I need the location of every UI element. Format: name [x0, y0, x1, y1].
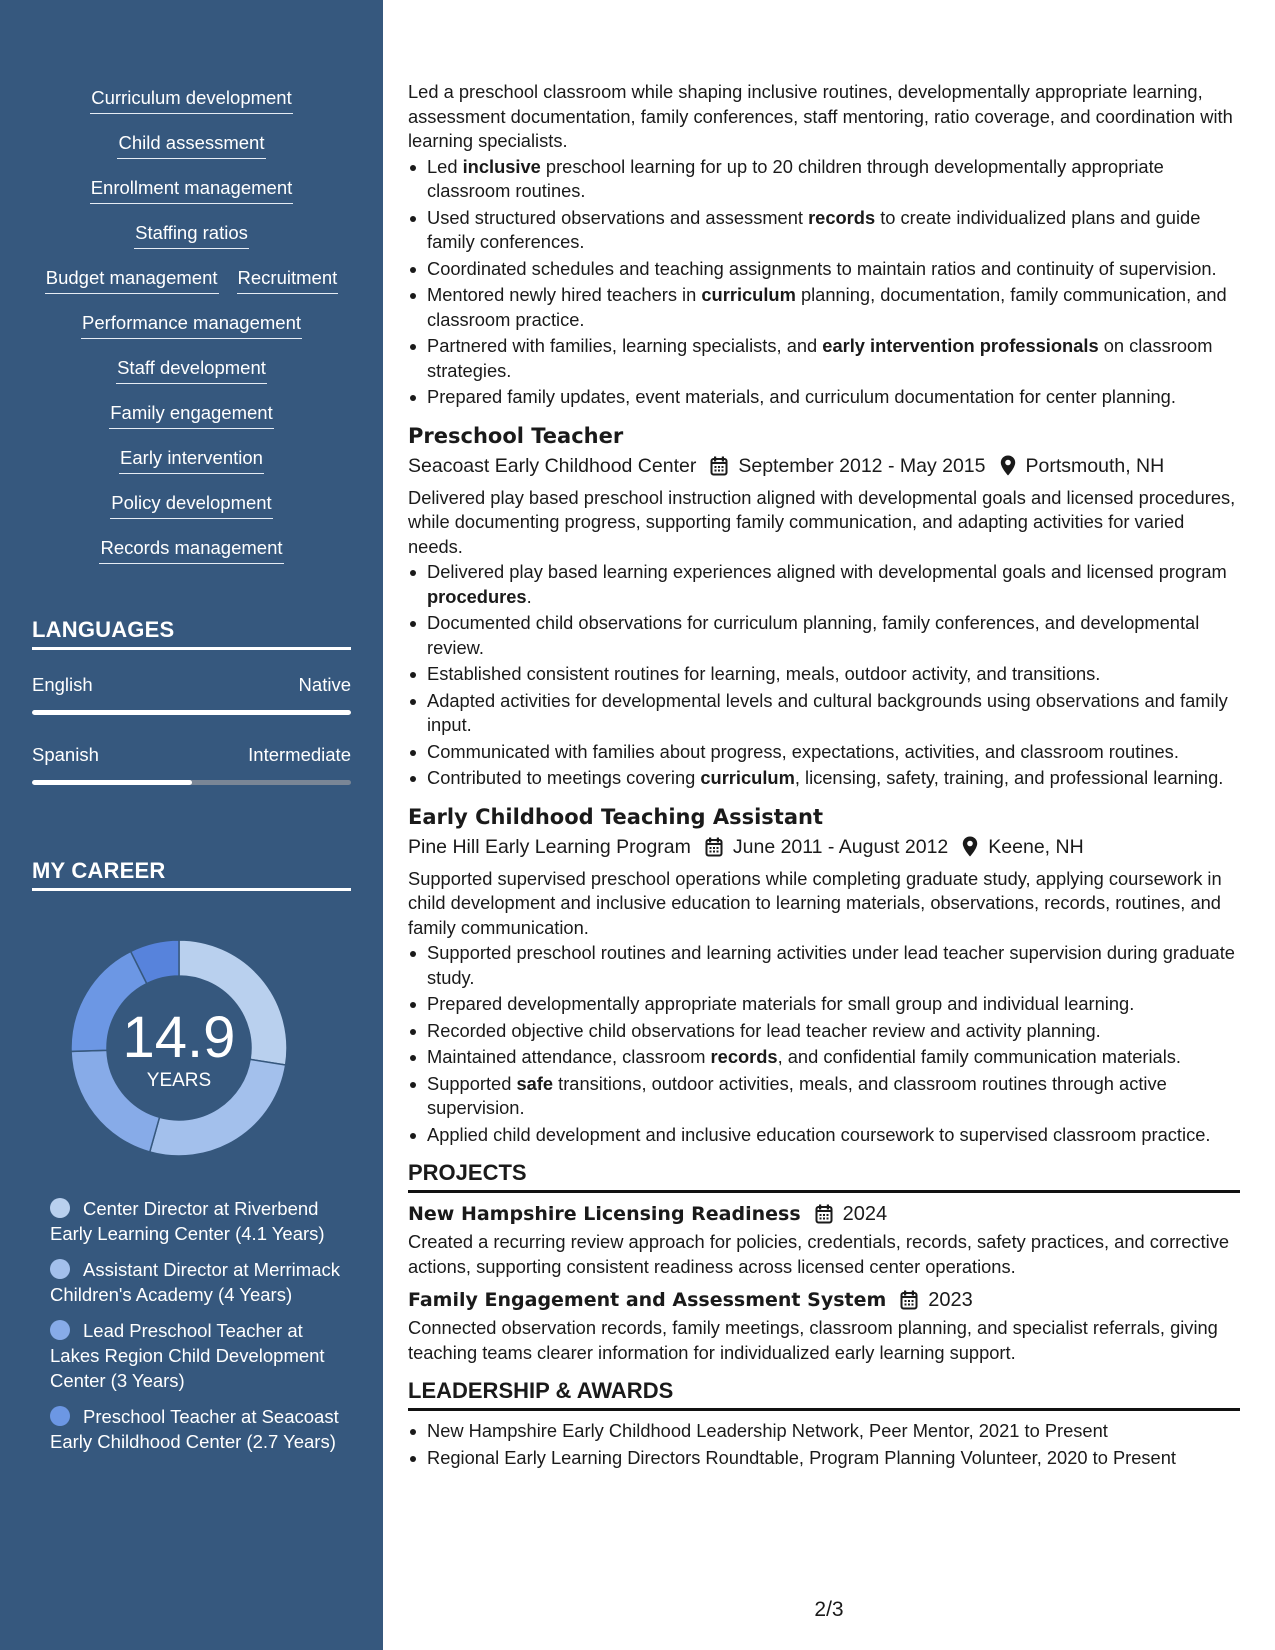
job-entry	[408, 422, 1240, 791]
language-spanish	[32, 744, 351, 785]
skill-row	[0, 176, 383, 221]
bullet-keyword: early intervention professionals	[822, 335, 1099, 356]
job-bullets	[408, 941, 1240, 1147]
bullet-keyword: curriculum	[701, 284, 796, 305]
sidebar	[0, 0, 383, 1650]
bullet-keyword: curriculum	[700, 767, 795, 788]
bullet-item: Applied child development and inclusive education coursework to supervised classroom practice.	[408, 1123, 1240, 1148]
bullet-item: Regional Early Learning Directors Roundtable, Program Planning Volunteer, 2020 to Present	[408, 1446, 1240, 1471]
skill-row	[0, 536, 383, 581]
job-entry	[408, 803, 1240, 1148]
project-year: 2024	[842, 1203, 888, 1225]
skill-row	[0, 401, 383, 446]
job-title: Early Childhood Teaching Assistant	[408, 804, 823, 829]
main-content	[408, 80, 1240, 1472]
language-name: English	[32, 674, 93, 695]
project-entry	[408, 1287, 1240, 1365]
bullet-item: Prepared developmentally appropriate materials for small group and individual learning.	[408, 992, 1240, 1017]
career-total-years: 14.9	[122, 1005, 236, 1070]
bullet-item: Led inclusive preschool learning for up to 20 children through developmentally appropriate classroom routines.	[408, 155, 1240, 204]
bullet-item: Supported preschool routines and learning activities under lead teacher supervision during graduate study.	[408, 941, 1240, 990]
job-location: Portsmouth, NH	[1025, 454, 1165, 477]
calendar-icon	[815, 1204, 833, 1224]
bullet-keyword: inclusive	[462, 155, 541, 177]
bullet-item: Contributed to meetings covering curriculum, licensing, safety, training, and professional learning.	[408, 766, 1240, 791]
bullet-item: Maintained attendance, classroom records, and confidential family communication materials.	[408, 1045, 1240, 1070]
language-level-fill	[32, 710, 351, 715]
career-total-unit: YEARS	[146, 1070, 212, 1091]
job-location: Keene, NH	[988, 835, 1084, 858]
career-legend-item: Assistant Director at Merrimack Children's Academy (4 Years)	[50, 1259, 340, 1305]
project-entry	[408, 1201, 1240, 1279]
job-dates: September 2012 - May 2015	[738, 454, 986, 477]
project-year: 2023	[928, 1289, 973, 1311]
bullet-keyword: records	[808, 206, 876, 228]
job-company: Pine Hill Early Learning Program	[408, 835, 691, 858]
skill-tag: Enrollment management	[90, 176, 294, 204]
job-bullets	[408, 560, 1240, 791]
skill-tag: Staffing ratios	[134, 221, 249, 249]
job-company: Seacoast Early Childhood Center	[408, 454, 697, 477]
skill-row	[0, 311, 383, 356]
job-summary: Delivered play based preschool instruction aligned with developmental goals and licensed procedures, while documenting progress, supporting family communication, and adapting activities for varied needs.	[408, 486, 1236, 557]
language-level-bar	[32, 710, 351, 715]
bullet-item: Established consistent routines for learning, meals, outdoor activity, and transitions.	[408, 662, 1240, 687]
legend-dot-icon	[50, 1320, 70, 1340]
job-title: Preschool Teacher	[408, 423, 624, 448]
skill-tag: Policy development	[110, 491, 272, 519]
skill-tag: Curriculum development	[90, 86, 293, 114]
role-summary: Led a preschool classroom while shaping inclusive routines, developmentally appropriate learning, assessment documentation, family conferences, staff mentoring, ratio coverage, and coordination with learning specialists.	[408, 81, 1233, 151]
job-dates: June 2011 - August 2012	[732, 835, 949, 858]
language-level-bar	[32, 780, 351, 785]
project-description: Connected observation records, family meetings, classroom planning, and specialist referrals, giving teaching teams clearer information for individualized early learning support.	[408, 1317, 1218, 1363]
projects-heading: PROJECTS	[408, 1159, 1240, 1193]
bullet-keyword: records	[710, 1046, 778, 1067]
bullet-item: Adapted activities for developmental levels and cultural backgrounds using observations and family input.	[408, 689, 1240, 738]
skill-row	[0, 266, 383, 311]
skill-row	[0, 86, 383, 131]
bullet-item: Coordinated schedules and teaching assignments to maintain ratios and continuity of supervision.	[408, 257, 1240, 282]
calendar-icon	[705, 837, 723, 857]
skill-row	[0, 356, 383, 401]
language-name: Spanish	[32, 744, 99, 765]
bullet-item: Communicated with families about progress, expectations, activities, and classroom routines.	[408, 740, 1240, 765]
bullet-keyword: procedures	[427, 585, 527, 607]
skill-tag: Family engagement	[109, 401, 273, 429]
career-heading: MY CAREER	[32, 857, 351, 891]
bullet-item: Used structured observations and assessment records to create individualized plans and guide family conferences.	[408, 206, 1240, 255]
leadership-heading: LEADERSHIP & AWARDS	[408, 1377, 1240, 1411]
project-title-row	[408, 1201, 1240, 1227]
legend-dot-icon	[50, 1406, 70, 1426]
skill-row	[0, 131, 383, 176]
calendar-icon	[710, 456, 728, 476]
job-summary: Supported supervised preschool operations while completing graduate study, applying coursework in child development and inclusive education to learning materials, observations, records, routines, and family communication.	[408, 867, 1222, 938]
language-level-fill	[32, 780, 192, 785]
career-legend	[50, 1196, 350, 1465]
career-legend-item: Lead Preschool Teacher at Lakes Region Child Development Center (3 Years)	[50, 1320, 325, 1391]
role-bullets	[408, 155, 1240, 410]
legend-dot-icon	[50, 1198, 70, 1218]
language-english	[32, 674, 351, 715]
project-title: Family Engagement and Assessment System	[408, 1289, 887, 1311]
location-pin-icon	[1000, 455, 1016, 476]
skill-tag: Performance management	[81, 311, 302, 339]
job-meta	[408, 452, 1240, 480]
skill-tag: Early intervention	[119, 446, 264, 474]
bullet-item: Prepared family updates, event materials, and curriculum documentation for center planning.	[408, 385, 1240, 410]
bullet-item: Delivered play based learning experiences aligned with developmental goals and licensed program procedures.	[408, 560, 1240, 609]
bullet-item: Documented child observations for curriculum planning, family conferences, and developmental review.	[408, 611, 1240, 660]
skill-tag: Staff development	[116, 356, 267, 384]
skill-tag: Recruitment	[237, 266, 339, 294]
bullet-item: Mentored newly hired teachers in curriculum planning, documentation, family communication, and classroom practice.	[408, 283, 1240, 332]
skill-row	[0, 221, 383, 266]
bullet-item: Recorded objective child observations for lead teacher review and activity planning.	[408, 1019, 1240, 1044]
language-level: Intermediate	[248, 744, 351, 765]
project-title: New Hampshire Licensing Readiness	[408, 1203, 801, 1225]
page-number: 2/3	[814, 1598, 844, 1621]
skill-row	[0, 491, 383, 536]
career-legend-item: Center Director at Riverbend Early Learning Center (4.1 Years)	[50, 1198, 325, 1244]
legend-dot-icon	[50, 1259, 70, 1279]
skills-list	[0, 86, 383, 581]
skill-tag: Child assessment	[117, 131, 265, 159]
bullet-item: Partnered with families, learning specialists, and early intervention professionals on classroom strategies.	[408, 334, 1240, 383]
career-legend-item: Preschool Teacher at Seacoast Early Childhood Center (2.7 Years)	[50, 1406, 339, 1452]
leadership-bullets	[408, 1419, 1240, 1470]
project-title-row	[408, 1287, 1240, 1313]
bullet-keyword: safe	[516, 1072, 554, 1094]
project-description: Created a recurring review approach for policies, credentials, records, safety practices, and corrective actions, supporting consistent readiness across licensed center operations.	[408, 1231, 1229, 1277]
bullet-item: Supported safe transitions, outdoor activities, meals, and classroom routines through active supervision.	[408, 1072, 1240, 1121]
location-pin-icon	[962, 836, 978, 857]
skill-tag: Budget management	[45, 266, 219, 294]
calendar-icon	[900, 1290, 918, 1310]
job-meta	[408, 833, 1240, 861]
skill-row	[0, 446, 383, 491]
language-level: Native	[298, 674, 351, 695]
languages-heading: LANGUAGES	[32, 616, 351, 650]
bullet-item: New Hampshire Early Childhood Leadership Network, Peer Mentor, 2021 to Present	[408, 1419, 1240, 1444]
skill-tag: Records management	[99, 536, 283, 564]
